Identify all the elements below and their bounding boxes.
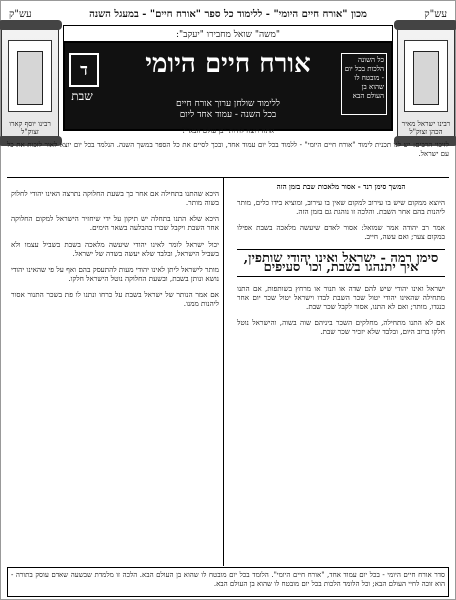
- scroll-inner: [8, 40, 52, 112]
- right-column: [233, 178, 449, 566]
- footer: סדר אורח חיים היומי - בכל יום עמוד אחד, "אורח חיים היומי". הלומד בכל יום מובטח לו שהוא בן העולם הבא. הלכה זו מלמדת שבשעה שאדם עוסק בתורה - הוא זוכה לחיי העולם הבא; וכל הלומד הלכות בכל יום מובטח לו שהוא בן העולם הבא.: [7, 567, 449, 597]
- header-bar: "משה" שואל מחבירו "יעקב":: [63, 25, 393, 43]
- small-line: אתה רוצה להיות "בן עולם הבא"?: [181, 127, 275, 135]
- subtitle-lines: [71, 99, 385, 121]
- day-label: שבת: [71, 89, 93, 103]
- scroll-inner: [404, 40, 448, 112]
- subtitle-line-1: ללימוד שולחן ערוך אורח חיים: [175, 99, 281, 109]
- paragraph: אם אמר הנותר של ישראל בשבת על כרחו ונתנו לו פת בשכר התנור אסור ליהנות ממנו.: [11, 289, 219, 308]
- scroll-caption: רבינו ישראל מאיר הכהן זצוק"ל: [401, 120, 451, 136]
- scroll-roll-top: [394, 20, 456, 30]
- top-center-title: מכון "אורח חיים היומי" - ללימוד כל ספר "אורח חיים" - במעגל השנה: [89, 8, 367, 20]
- paragraph: היכא שהתנו בתחילה אם אחר כך בשעת החלוקה נתרצה האינו יהודי לחלוק בשוה מותר.: [11, 189, 219, 208]
- subtitle-line-2: בכל השנה - עמוד אחד ליום: [179, 110, 277, 120]
- page-title: אורח חיים היומי: [145, 49, 311, 79]
- intro-text: לזיכוי הרבים: יש לנו תכנית לימוד "אורח חיים היומי" - ללמוד בכל יום עמוד אחד, ובכך לסיים את כל הספר במשך השנה. הנלמד בכל יום יוצא לאור לזכות את כל עם ישראל.: [7, 141, 449, 158]
- big-letter: ד: [69, 53, 99, 87]
- title-panel: [63, 25, 393, 141]
- paragraph: יכול ישראל לומר לאינו יהודי שיעשה מלאכה בשבת בשביל עצמו ולא בשביל הישראל, ובלבד שלא יעשה בשדה של ישראל.: [11, 239, 219, 258]
- paragraph: אמר רב יהודה אמר שמואל: אסור לאדם שיעשה מלאכה בשבת אפילו במקום צער; ואם עשה, חייב.: [237, 223, 445, 242]
- scroll-left: [1, 25, 59, 141]
- paragraph: היכא שלא התנו בתחלה יש תיקון על ידי שיחזיר הישראל למקום החלוקה אחר השבת ויקבל שכרו בהבלעה בשאר הימים.: [11, 214, 219, 233]
- top-left-label: עש"ק: [9, 8, 32, 20]
- top-right-label: עש"ק: [424, 8, 447, 20]
- paragraph: אם לא התנו מתחילה, מחלקים השכר ביניהם שוה בשוה, והישראל נוטל חלקו ברוב היום, ובלבד שלא יזכיר שכר שבת.: [237, 317, 445, 336]
- left-column: [7, 178, 223, 566]
- top-note: המשך סימן רנד - אסור מלאכות שבת בזמן הזה: [276, 182, 406, 191]
- column-divider: [223, 178, 224, 566]
- scroll-caption: רבינו יוסף קארו זצוק"ל: [9, 120, 51, 136]
- paragraph: מותר לישראל ליתן לאינו יהודי מעות להתעסק בהם ואף על פי שהאינו יהודי נושא ונותן בשבת, ובשעת החלוקה נוטל הישראל חלקו.: [11, 264, 219, 283]
- paragraph: ישראל ואינו יהודי שיש להם שדה או תנור או מרחץ בשותפות, אם התנו מתחילה שהאינו יהודי יטול שכר השבת לבדו וישראל יטול שכר יום אחר כנגדו, מותר; ואם לא התנו, אסור לקבל שכר שבת.: [237, 283, 445, 311]
- portrait-image: [17, 51, 43, 105]
- header: [1, 25, 455, 141]
- scroll-roll-top: [0, 20, 62, 30]
- side-box: כל השונה הלכות בכל יום - מובטח לו שהוא בן העולם הבא: [341, 53, 387, 115]
- section-headline: סימן רמה - ישראל ואינו יהודי שותפין, איך יתנהגו בשבת, וכו' סעיפים: [237, 249, 445, 277]
- scroll-right: [397, 25, 455, 141]
- content-columns: [7, 177, 449, 566]
- portrait-image: [413, 51, 439, 105]
- paragraph: היוצא ממקום שיש בו עירוב למקום שאין בו עירוב, ומוציא בידו כלים, מותר ליהנות בהם אחר השבת. והלכה זו נוהגת גם בזמן הזה.: [237, 198, 445, 217]
- top-line: [1, 3, 455, 25]
- title-box: [63, 41, 393, 131]
